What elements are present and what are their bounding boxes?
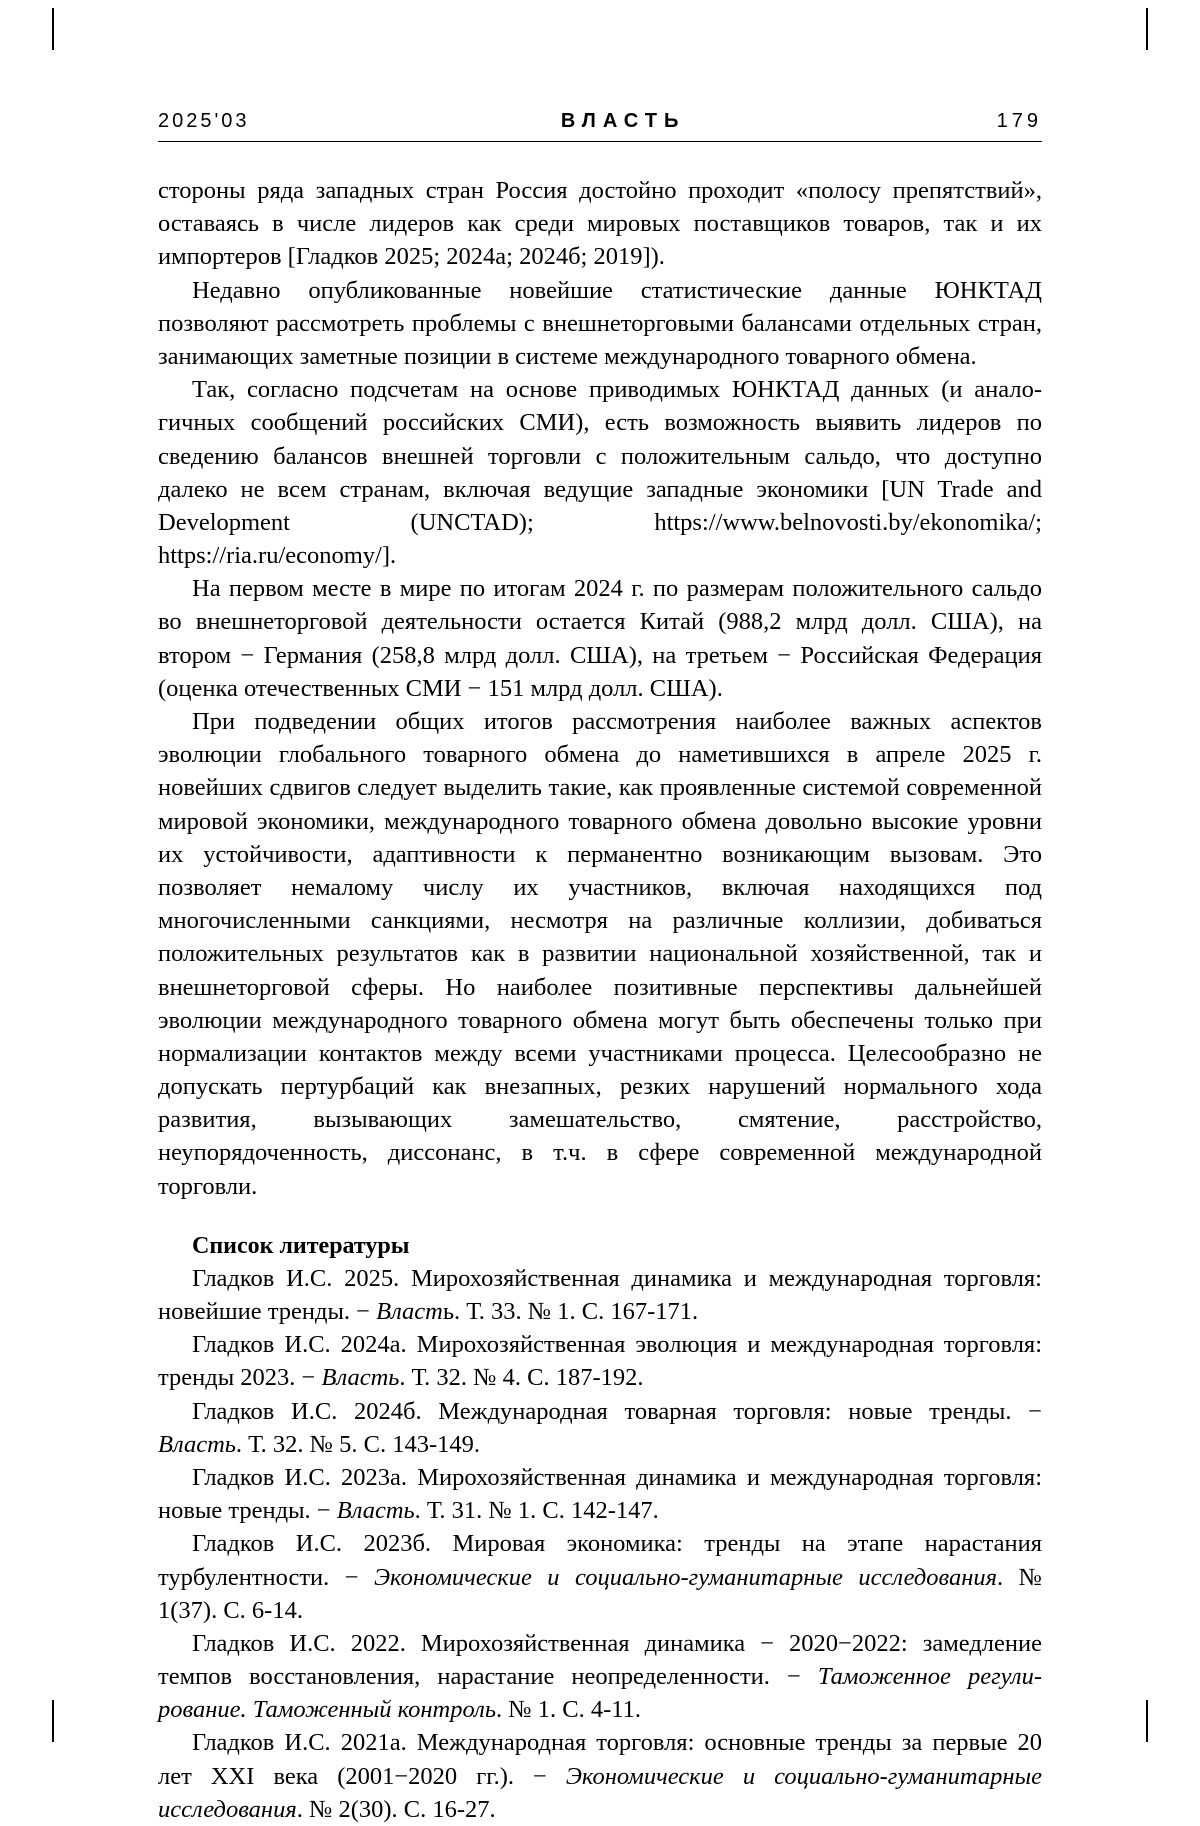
reference-detail: . Т. 32. № 4. С. 187-192.: [399, 1364, 644, 1392]
paragraph: Так, согласно подсчетам на основе приводимых ЮНКТАД данных (и аналогичных сообщений российских СМИ), есть возможность выявить лидеров по сведению балансов внешней торговли с положительным сальдо, что доступно далеко не всем странам, включая ведущие западные экономики [UN Trade and Development (UNCTAD); https://www.belnovosti.by/ekonomika/; https://ria.ru/economy/].: [158, 376, 1042, 570]
paragraph: Недавно опубликованные новейшие статистические данные ЮНКТАД позволяют рассмотреть проблемы с внешнеторговыми балансами отдельных стран, занимающих заметные позиции в системе международного товарного обмена.: [158, 276, 1042, 370]
references-list: [158, 1262, 1042, 1826]
page-number: 179: [996, 110, 1042, 132]
crop-mark-top-left: [52, 8, 54, 50]
reference-text: Гладков И.С. 2025. Мирохозяйственная динамика и международная торговля: новейшие тренды. −: [158, 1264, 1042, 1325]
reference-detail: . Т. 31. № 1. С. 142-147.: [414, 1497, 659, 1525]
running-head: [158, 110, 1042, 139]
paragraph: стороны ряда западных стран Россия достойно проходит «полосу препятствий», оставаясь в числе лидеров как среди мировых поставщиков товаров, так и их импортеров [Гладков 2025; 2024а; 2024б; 2019]).: [158, 177, 1042, 271]
reference-source: Власть: [336, 1497, 415, 1525]
reference-detail: . № 2(30). С. 16-27.: [296, 1795, 496, 1823]
reference-text: Гладков И.С. 2023а. Мирохозяйственная динамика и международная торговля: новые тренды. −: [158, 1463, 1042, 1525]
journal-title: ВЛАСТЬ: [560, 110, 686, 132]
reference-item: [158, 1395, 1042, 1461]
reference-detail: . № 1. С. 4-11.: [495, 1696, 641, 1724]
reference-text: Гладков И.С. 2024а. Мирохозяйственная эволюция и международная торговля: тренды 2023. −: [158, 1331, 1042, 1392]
reference-source: Власт: [376, 1298, 443, 1325]
paragraph: На первом месте в мире по итогам 2024 г. по размерам положительного сальдо во внешнеторговой деятельности остается Китай (988,2 млрд долл. США), на втором − Германия (258,8 млрд долл. США), на третьем − Российская Федерация (оценка отечественных СМИ − 151 млрд долл. США).: [158, 575, 1042, 702]
references-heading: Список литературы: [192, 1232, 410, 1259]
reference-detail: . № 1(37). С. 6-14.: [158, 1563, 1042, 1624]
crop-mark-top-right: [1146, 8, 1148, 50]
reference-item: [158, 1461, 1042, 1527]
paragraph: При подведении общих итогов рассмотрения наиболее важных аспектов эволюции глобального товарного обмена до наметившихся в апреле 2025 г. новейших сдвигов следует выделить такие, как проявленные системой современной мировой экономики, международного товарного обмена довольно высокие уровни их устойчивости, адаптивности к перманентно возникающим вызовам. Это позволяет немалому числу их участников, включая находящихся под многочисленными санкциями, несмотря на различные коллизии, добиваться положительных результатов как в развитии национальной хозяйственной, так и внешнеторговой сферы. Но наиболее позитивные перспективы дальнейшей эволюции международного товарного обмена могут быть обеспечены только при нормализации контактов между всеми участниками процесса. Целесообразно не допускать пертурбаций как внезапных, резких нарушений нормального хода развития, вызывающих замешательство, смятение, расстройство, неупорядоченность, диссонанс, в т.ч. в сфере современной международной торговли.: [158, 708, 1042, 1200]
reference-source: Экономические и социально-гуманитарные исследования: [158, 1762, 1042, 1823]
reference-item: [158, 1262, 1042, 1328]
reference-source: Власть: [158, 1430, 236, 1458]
reference-item: [158, 1726, 1042, 1826]
reference-source: Экономические и социально-гуманитарные исследования: [374, 1563, 998, 1591]
reference-item: [158, 1527, 1042, 1627]
reference-text: Гладков И.С. 2024б. Международная товарная торговля: новые тренды. −: [192, 1397, 1042, 1425]
reference-item: [158, 1328, 1042, 1394]
reference-text: Гладков И.С. 2022. Мирохозяйственная динамика − 2020−2022: замедление темпов восстановления, нарастание неопределенности. −: [158, 1629, 1042, 1691]
reference-item: [158, 1627, 1042, 1727]
body-text: [158, 174, 1042, 1203]
crop-mark-bottom-left: [52, 1700, 54, 1742]
reference-text: Гладков И.С. 2023б. Мировая экономика: тренды на этапе нарастания турбулентности. −: [158, 1530, 1042, 1591]
header-rule: [158, 141, 1042, 142]
issue-label: 2025'03: [158, 110, 250, 132]
reference-source: Таможенное регулирование. Таможенный контроль: [158, 1663, 1042, 1724]
reference-detail: . Т. 32. № 5. С. 143-149.: [235, 1430, 481, 1458]
page-content: [158, 110, 1042, 1826]
reference-text: Гладков И.С. 2021а. Международная торговля: основные тренды за первые 20 лет XXI века (2001−2020 гг.). −: [158, 1729, 1042, 1790]
crop-mark-bottom-right: [1146, 1700, 1148, 1742]
reference-detail: ь. Т. 33. № 1. С. 167-171.: [442, 1298, 699, 1325]
reference-source: Власть: [321, 1364, 400, 1392]
